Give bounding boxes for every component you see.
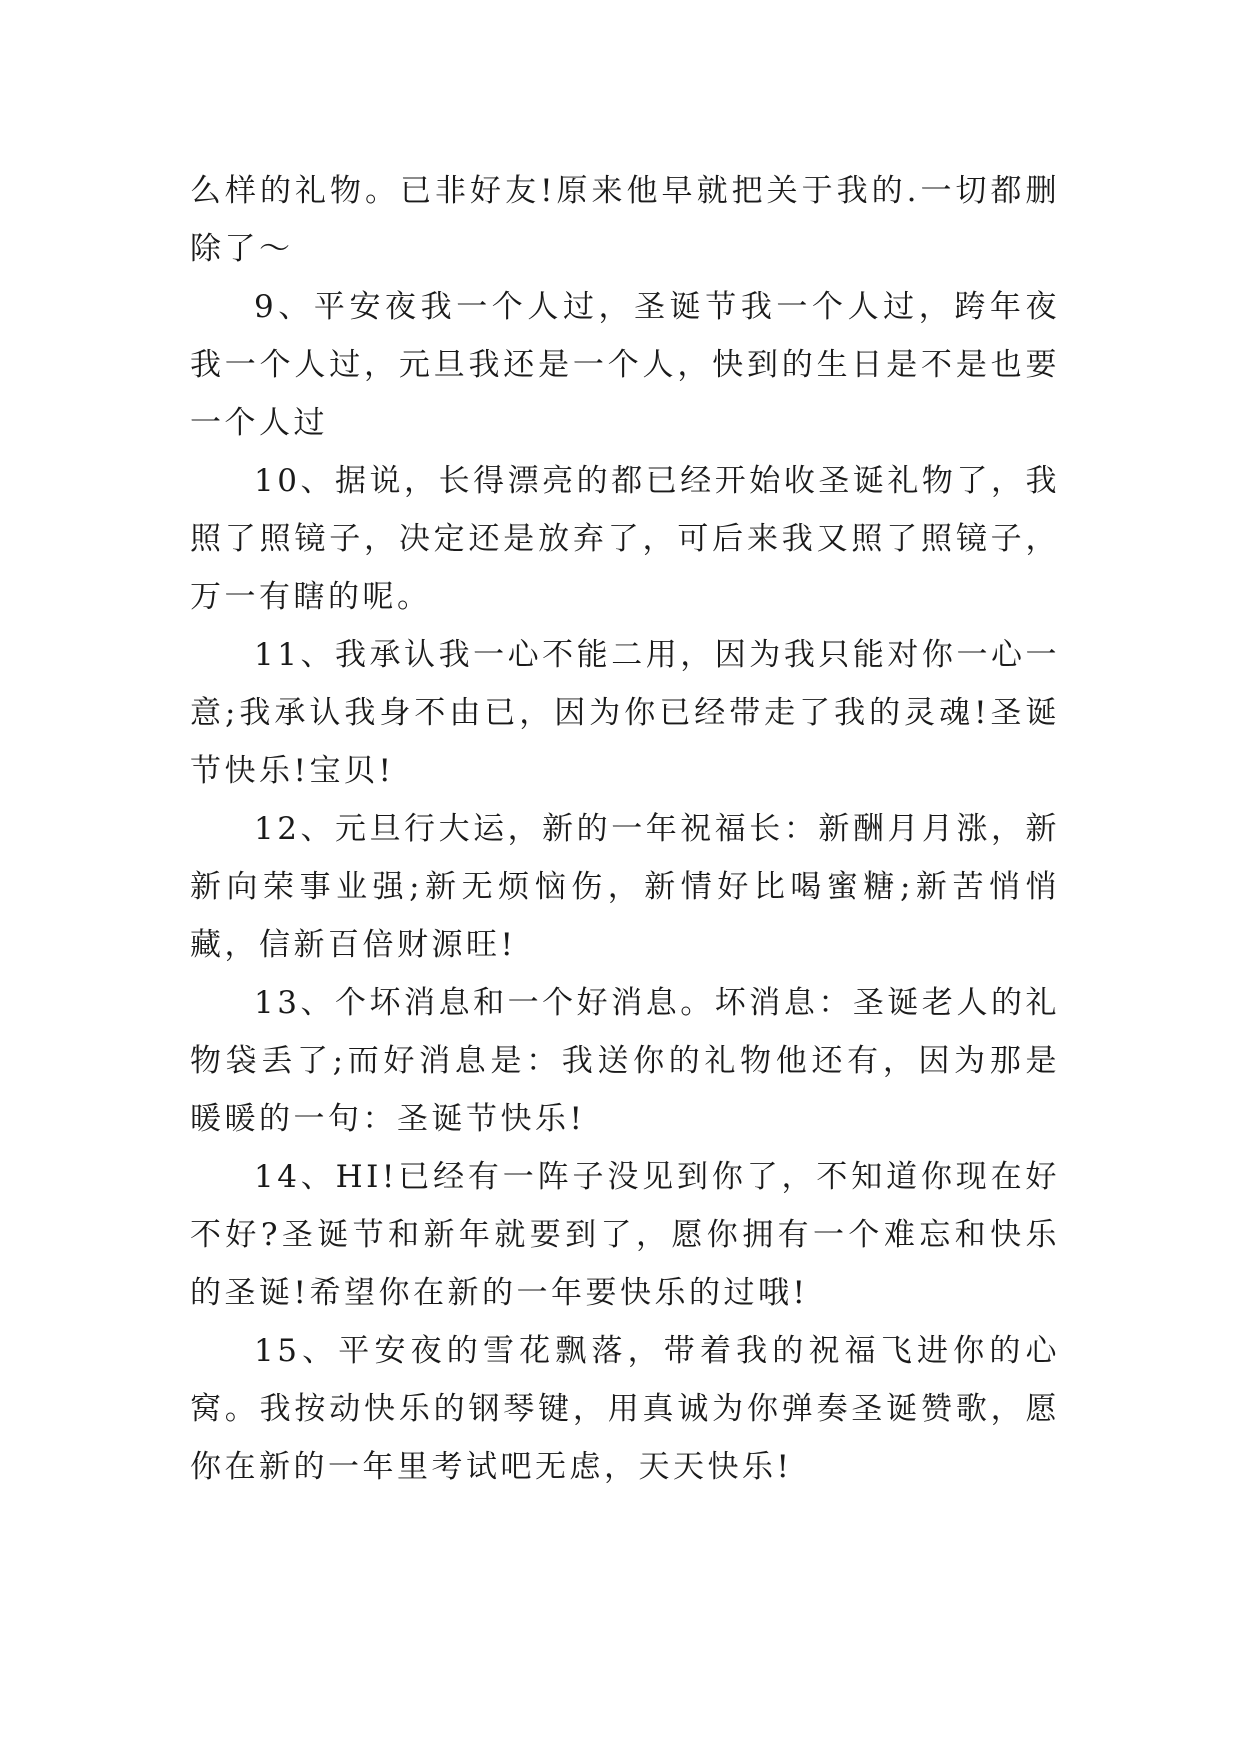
paragraph-item-11: 11、我承认我一心不能二用，因为我只能对你一心一意;我承认我身不由已，因为你已经带走了我的灵魂!圣诞节快乐!宝贝! <box>190 637 1060 789</box>
document-body <box>190 162 1060 1496</box>
paragraph-item-12: 12、元旦行大运，新的一年祝福长：新酬月月涨，新新向荣事业强;新无烦恼伤，新情好比喝蜜糖;新苦悄悄藏，信新百倍财源旺! <box>190 811 1060 963</box>
paragraph-item-10: 10、据说，长得漂亮的都已经开始收圣诞礼物了，我照了照镜子，决定还是放弃了，可后来我又照了照镜子，万一有瞎的呢。 <box>190 463 1060 615</box>
paragraph-item-13: 13、个坏消息和一个好消息。坏消息：圣诞老人的礼物袋丢了;而好消息是：我送你的礼物他还有，因为那是暖暖的一句：圣诞节快乐! <box>190 985 1060 1137</box>
paragraph-item-15: 15、平安夜的雪花飘落，带着我的祝福飞进你的心窝。我按动快乐的钢琴键，用真诚为你弹奏圣诞赞歌，愿你在新的一年里考试吧无虑，天天快乐! <box>190 1333 1060 1485</box>
paragraph-item-14: 14、HI!已经有一阵子没见到你了，不知道你现在好不好?圣诞节和新年就要到了，愿你拥有一个难忘和快乐的圣诞!希望你在新的一年要快乐的过哦! <box>190 1159 1060 1311</box>
paragraph-continuation: 么样的礼物。已非好友!原来他早就把关于我的.一切都删除了～ <box>190 173 1060 267</box>
paragraph-item-9: 9、平安夜我一个人过，圣诞节我一个人过，跨年夜我一个人过，元旦我还是一个人，快到的生日是不是也要一个人过 <box>190 289 1060 441</box>
